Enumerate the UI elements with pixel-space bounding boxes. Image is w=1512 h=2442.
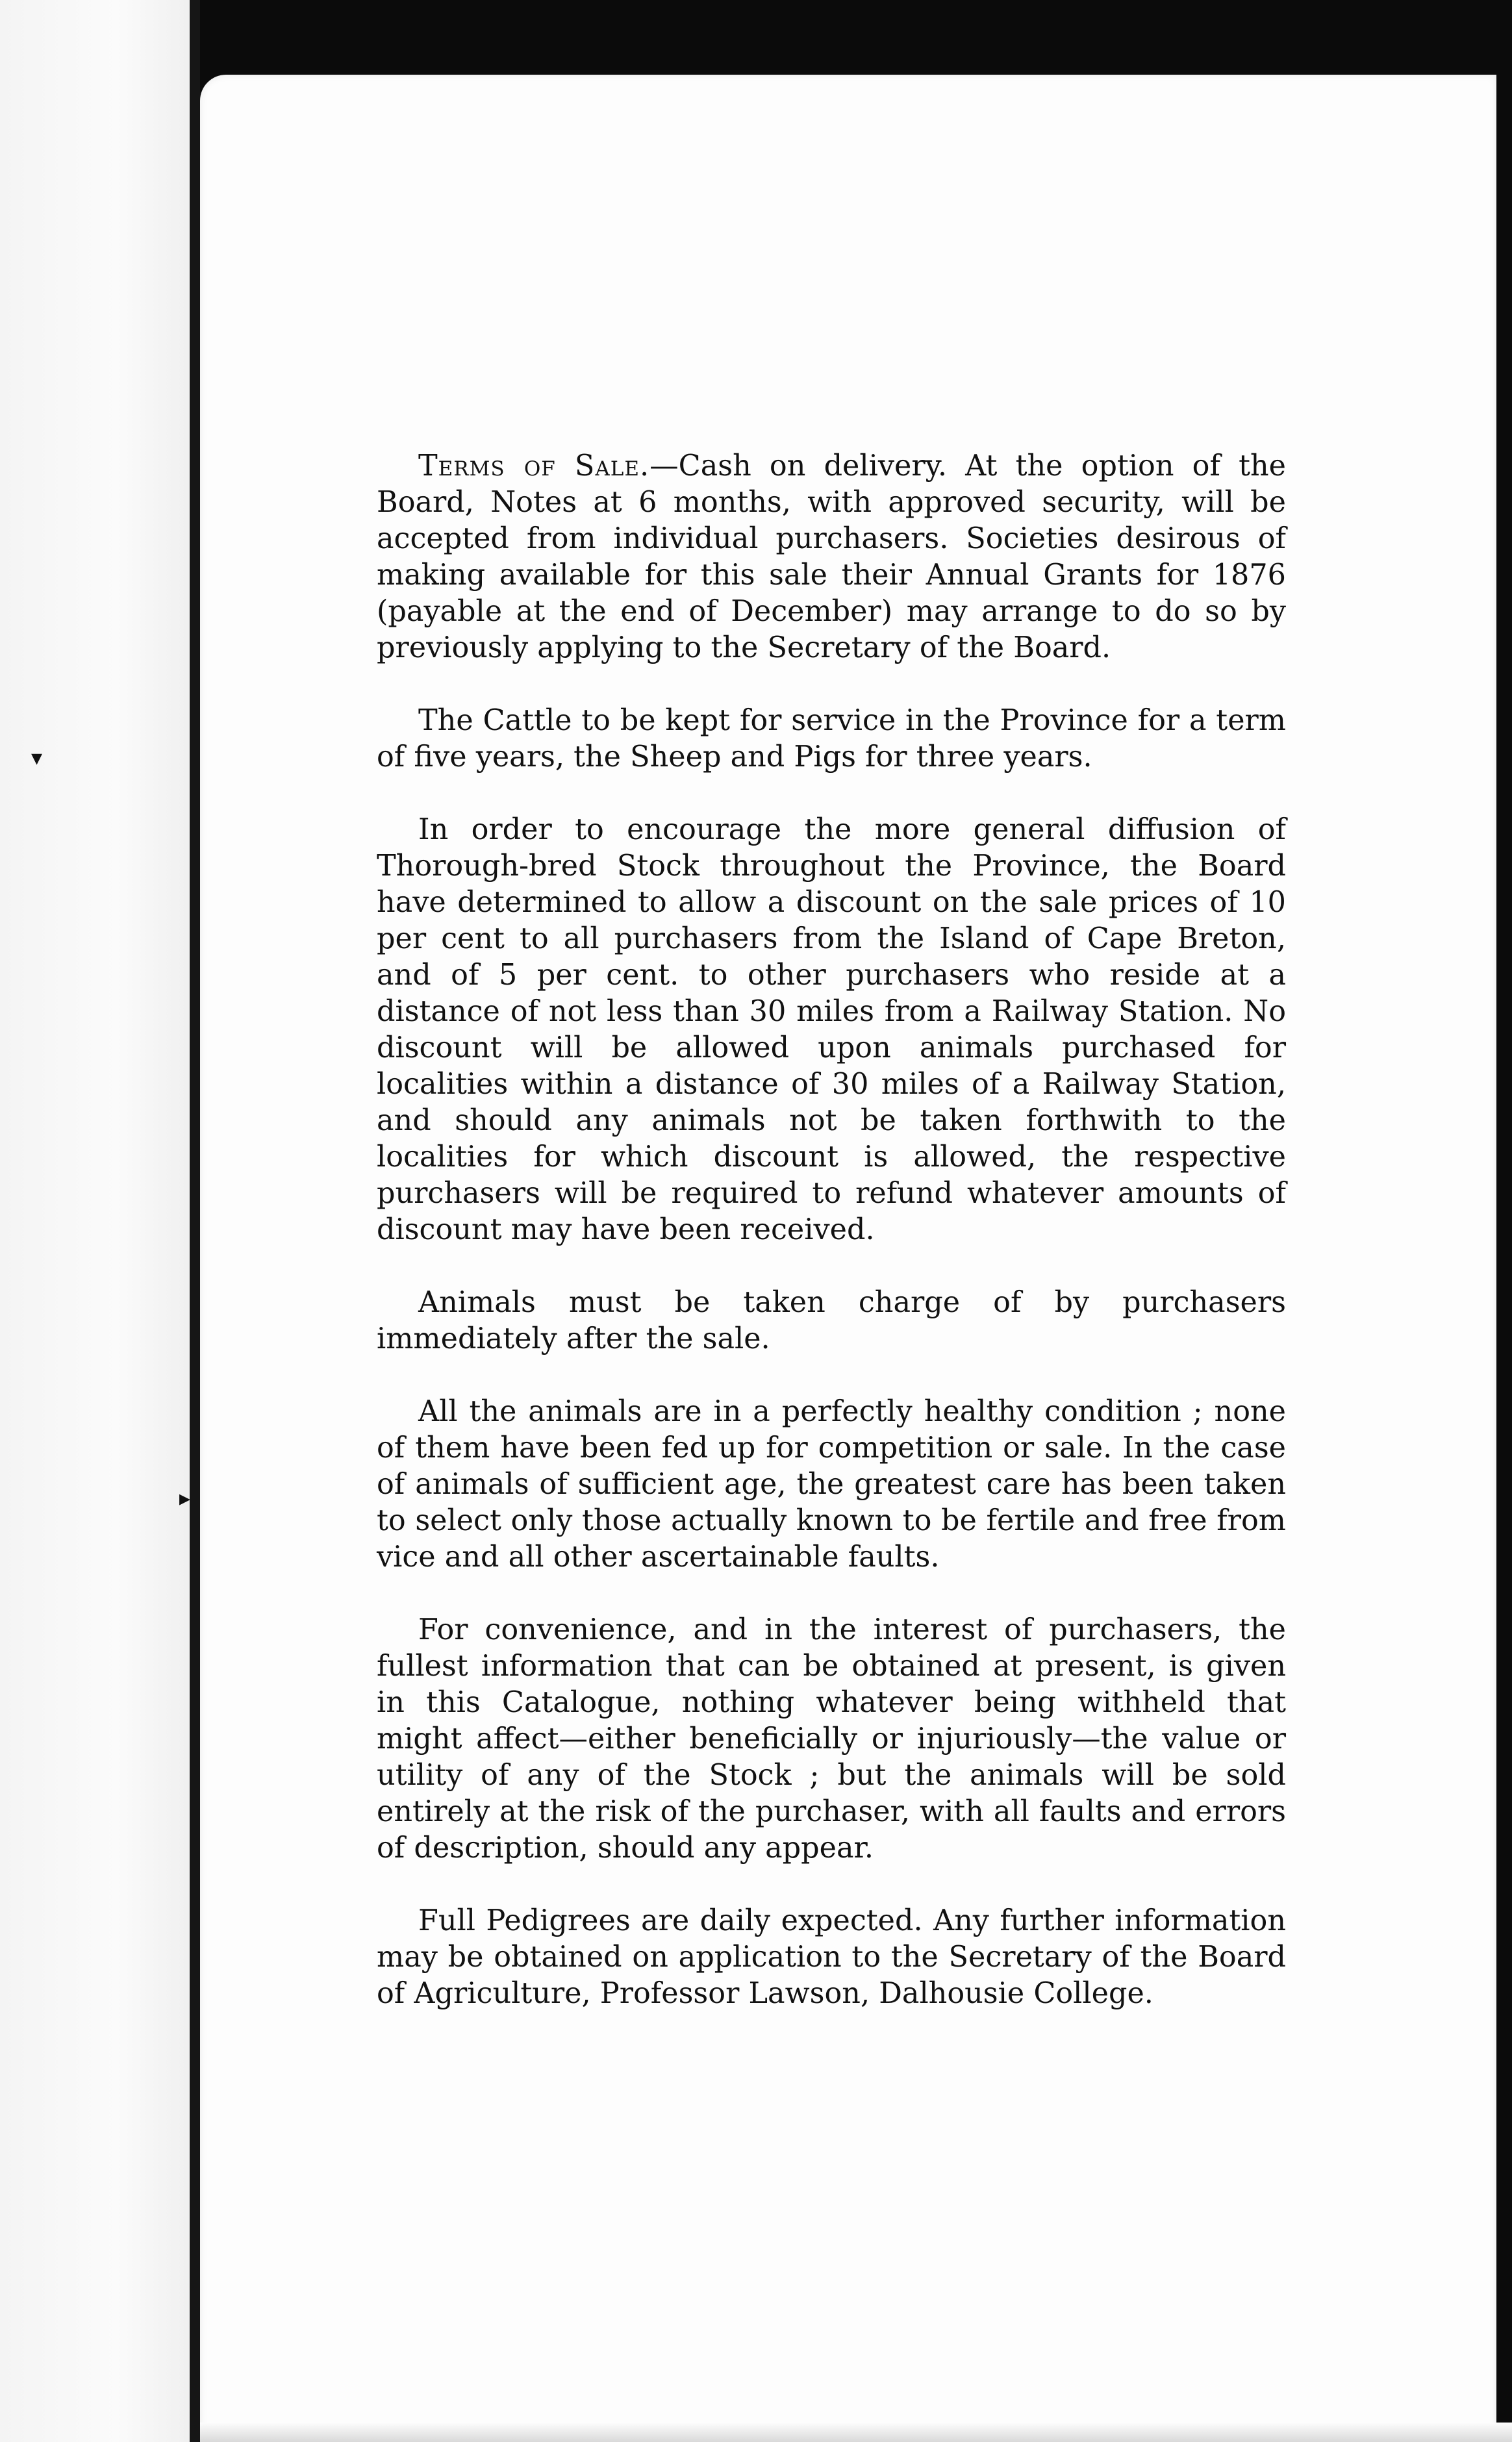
paragraph-pedigrees-contact: Full Pedigrees are daily expected. Any further information may be obtained on application to the Secretary of the Board of Agriculture, Professor Lawson, Dalhousie College. [377, 1904, 1286, 2010]
paragraph-charge-after-sale: Animals must be taken charge of by purchasers immediately after the sale. [377, 1286, 1286, 1355]
page-bottom-edge [200, 2423, 1512, 2442]
margin-mark-middle: ▸ [179, 1485, 191, 1511]
paragraph-lead-heading: Terms of Sale. [418, 449, 650, 483]
paragraph-discount-policy: In order to encourage the more general diffusion of Thorough-bred Stock throughout the Province, the Board have determined to allow a discount on the sale prices of 10 per cent to all purchasers from the Island of Cape Breton, and of 5 per cent. to other purchasers who reside at a distance of not less than 30 miles from a Railway Station. No discount will be allowed upon animals purchased for localities within a distance of 30 miles of a Railway Station, and should any animals not be taken forthwith to the localities for which discount is allowed, the respective purchasers will be required to refund whatever amounts of discount may have been received. [377, 813, 1286, 1246]
paragraph-information-and-risk: For convenience, and in the interest of purchasers, the fullest information that can be obtained at present, is given in this Catalogue, nothing whatever being withheld that might affect—either beneficially or injuriously—the value or utility of any of the Stock ; but the animals will be sold entirely at the risk of the purchaser, with all faults and errors of description, should any appear. [377, 1613, 1286, 1865]
facing-page-edge [0, 0, 195, 2442]
paragraph-terms-of-sale [377, 448, 1286, 666]
paragraph-animal-condition: All the animals are in a perfectly healthy condition ; none of them have been fed up for competition or sale. In the case of animals of sufficient age, the greatest care has been taken to select only those actually known to be fertile and free from vice and all other ascertainable faults. [377, 1395, 1286, 1574]
paragraph-text: —Cash on delivery. At the option of the Board, Notes at 6 months, with approved security, will be accepted from individual purchasers. Societies desirous of making available for this sale their Annual Grants for 1876 (payable at the end of December) may arrange to do so by previously applying to the Secretary of the Board. [377, 449, 1286, 664]
paragraph-service-term: The Cattle to be kept for service in the Province for a term of five years, the Sheep and Pigs for three years. [377, 704, 1286, 774]
margin-mark-top: ▾ [31, 745, 43, 771]
page-gutter [190, 0, 200, 2442]
document-body [377, 448, 1286, 2012]
